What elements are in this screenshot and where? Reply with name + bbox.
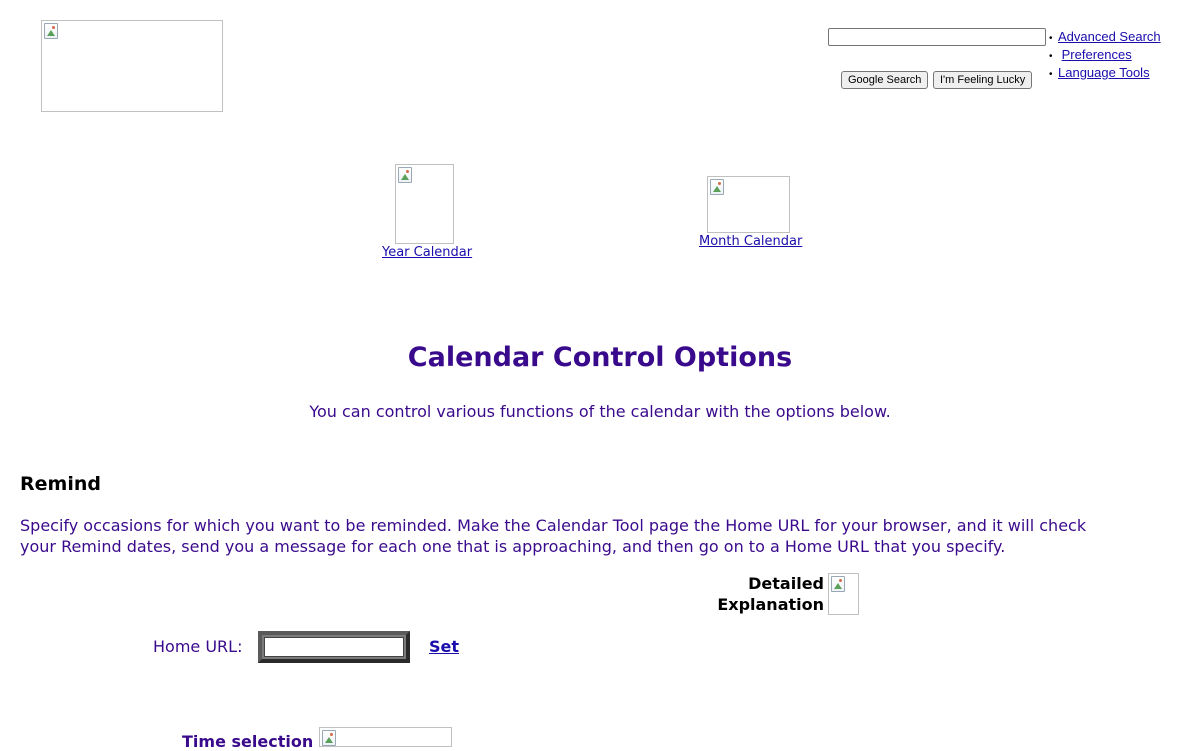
remind-description: Specify occasions for which you want to be reminded. Make the Calendar Tool page the Home URL for your browser, and it will check your Remind dates, send you a message for each one that is approaching, and then go on to a Home URL that you specify. [20, 516, 1087, 556]
detailed-explanation-image[interactable] [828, 573, 859, 615]
month-calendar-link[interactable]: Month Calendar [699, 234, 803, 249]
preferences-link[interactable]: Preferences [1061, 47, 1132, 62]
broken-image-icon [710, 179, 724, 195]
google-search-button[interactable]: Google Search [841, 71, 928, 89]
time-selection-image [319, 727, 452, 747]
advanced-search-link[interactable]: Advanced Search [1058, 29, 1161, 44]
home-url-input[interactable] [264, 637, 404, 657]
language-tools-link[interactable]: Language Tools [1058, 65, 1150, 80]
header-link-row [1049, 29, 1161, 47]
year-calendar-link[interactable]: Year Calendar [382, 245, 473, 260]
header-link-row [1049, 47, 1161, 65]
broken-image-icon [398, 167, 412, 183]
broken-image-icon [831, 576, 845, 592]
home-url-frame [258, 631, 410, 663]
remind-heading: Remind [20, 473, 101, 495]
year-calendar-image[interactable] [395, 164, 454, 244]
feeling-lucky-button[interactable]: I'm Feeling Lucky [933, 71, 1032, 89]
header-link-row [1049, 65, 1161, 83]
time-selection-label: Time selection [182, 732, 314, 751]
month-calendar-image[interactable] [707, 176, 790, 233]
detailed-explanation-line: Detailed [748, 574, 824, 593]
broken-image-icon [44, 23, 58, 39]
set-link[interactable]: Set [429, 637, 460, 656]
bullet-icon: • [1049, 33, 1053, 44]
home-url-label: Home URL: [153, 637, 243, 656]
bullet-icon: • [1049, 69, 1053, 80]
detailed-explanation-line: Explanation [717, 595, 824, 614]
detailed-explanation-label [700, 573, 824, 615]
page-title: Calendar Control Options [407, 342, 793, 373]
header-links [1049, 29, 1161, 83]
page-subtitle: You can control various functions of the calendar with the options below. [309, 402, 891, 421]
bullet-icon: • [1049, 51, 1053, 62]
logo-image [41, 20, 223, 112]
broken-image-icon [322, 730, 336, 746]
search-input[interactable] [828, 28, 1046, 46]
